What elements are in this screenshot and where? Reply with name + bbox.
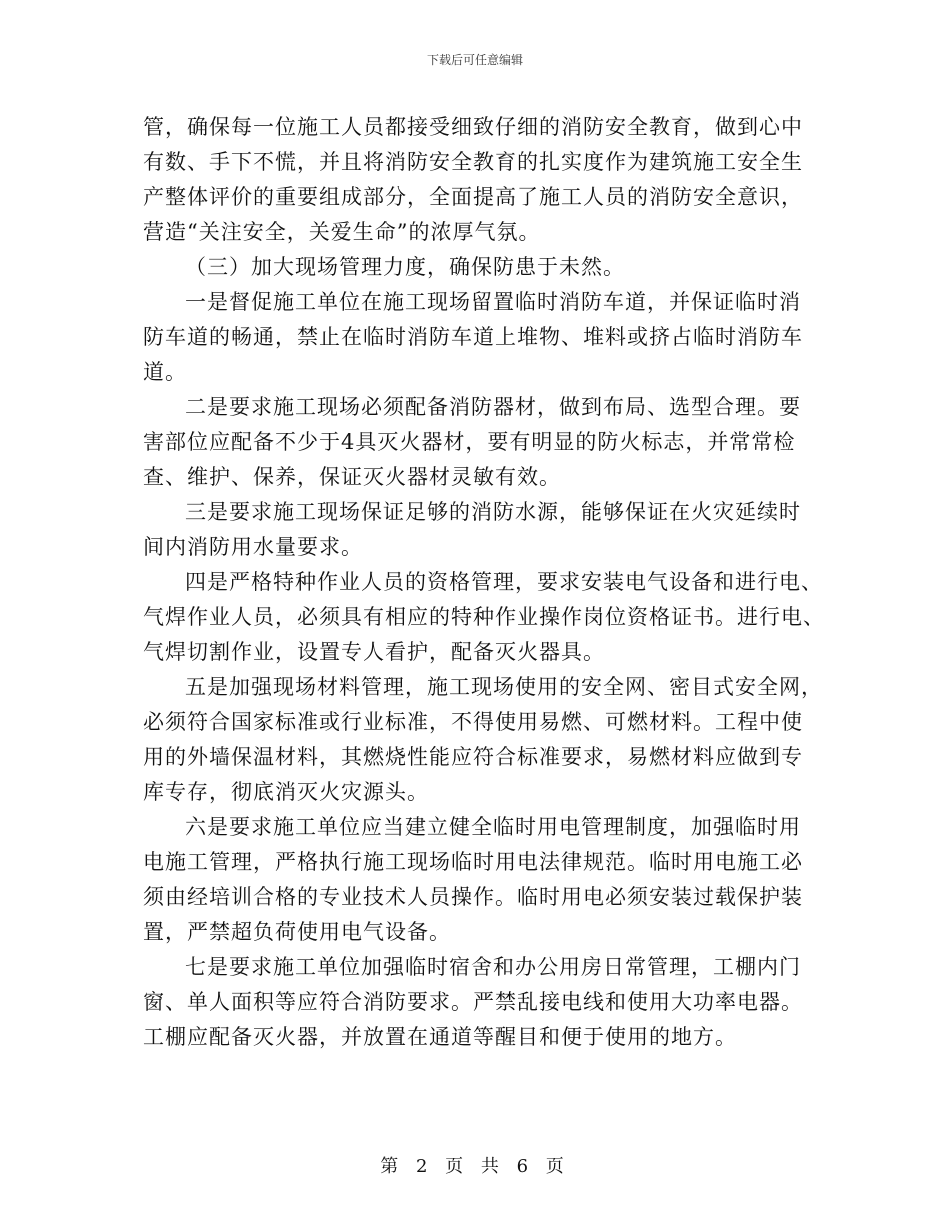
paragraph <box>143 495 808 565</box>
text-line: 有数、手下不慌，并且将消防安全教育的扎实度作为建筑施工安全生 <box>143 150 803 174</box>
text-line: 工棚应配备灭火器，并放置在通道等醒目和便于使用的地方。 <box>143 1025 737 1049</box>
paragraph <box>143 390 808 495</box>
paragraph <box>143 810 808 950</box>
text-line: 害部位应配备不少于4具灭火器材，要有明显的防火标志，并常常检 <box>143 430 796 454</box>
document-body <box>143 110 825 1055</box>
text-line: 六是要求施工单位应当建立健全临时用电管理制度，加强临时用 <box>185 815 801 839</box>
text-line: 电施工管理，严格执行施工现场临时用电法律规范。临时用电施工必 <box>143 850 803 874</box>
text-line: 营造“关注安全，关爱生命”的浓厚气氛。 <box>143 220 541 244</box>
text-line: 二是要求施工现场必须配备消防器材，做到布局、选型合理。要 <box>185 395 801 419</box>
text-line: 管，确保每一位施工人员都接受细致仔细的消防安全教育，做到心中 <box>143 115 803 139</box>
text-line: 五是加强现场材料管理，施工现场使用的安全网、密目式安全网， <box>185 675 823 699</box>
page-header: 下载后可任意编辑 <box>426 53 523 67</box>
text-line: 查、维护、保养，保证灭火器材灵敏有效。 <box>143 465 561 489</box>
paragraph <box>143 670 823 810</box>
text-line: 气焊作业人员，必须具有相应的特种作业操作岗位资格证书。进行电、 <box>143 605 825 629</box>
text-line: 必须符合国家标准或行业标准，不得使用易燃、可燃材料。工程中使 <box>143 710 803 734</box>
text-line: 七是要求施工单位加强临时宿舍和办公用房日常管理，工棚内门 <box>185 955 801 979</box>
paragraph <box>143 565 825 670</box>
text-line: 一是督促施工单位在施工现场留置临时消防车道，并保证临时消 <box>185 290 801 314</box>
text-line: 三是要求施工现场保证足够的消防水源，能够保证在火灾延续时 <box>185 500 801 524</box>
text-line: 产整体评价的重要组成部分，全面提高了施工人员的消防安全意识， <box>143 185 803 209</box>
section-heading <box>143 250 808 285</box>
text-line: 道。 <box>143 360 187 384</box>
text-line: 须由经培训合格的专业技术人员操作。临时用电必须安装过载保护装 <box>143 885 803 909</box>
paragraph <box>143 110 808 250</box>
paragraph <box>143 950 808 1055</box>
text-line: 置，严禁超负荷使用电气设备。 <box>143 920 451 944</box>
text-line: 间内消防用水量要求。 <box>143 535 363 559</box>
text-line: 用的外墙保温材料，其燃烧性能应符合标准要求，易燃材料应做到专 <box>143 745 803 769</box>
heading-line: （三）加大现场管理力度，确保防患于未然。 <box>185 255 625 279</box>
text-line: 防车道的畅通，禁止在临时消防车道上堆物、堆料或挤占临时消防车 <box>143 325 803 349</box>
text-line: 四是严格特种作业人员的资格管理，要求安装电气设备和进行电、 <box>185 570 823 594</box>
text-line: 窗、单人面积等应符合消防要求。严禁乱接电线和使用大功率电器。 <box>143 990 803 1014</box>
text-line: 气焊切割作业，设置专人看护，配备灭火器具。 <box>143 640 605 664</box>
text-line: 库专存，彻底消灭火灾源头。 <box>143 780 429 804</box>
page-number: 第 2 页 共 6 页 <box>380 1156 570 1177</box>
paragraph <box>143 285 808 390</box>
